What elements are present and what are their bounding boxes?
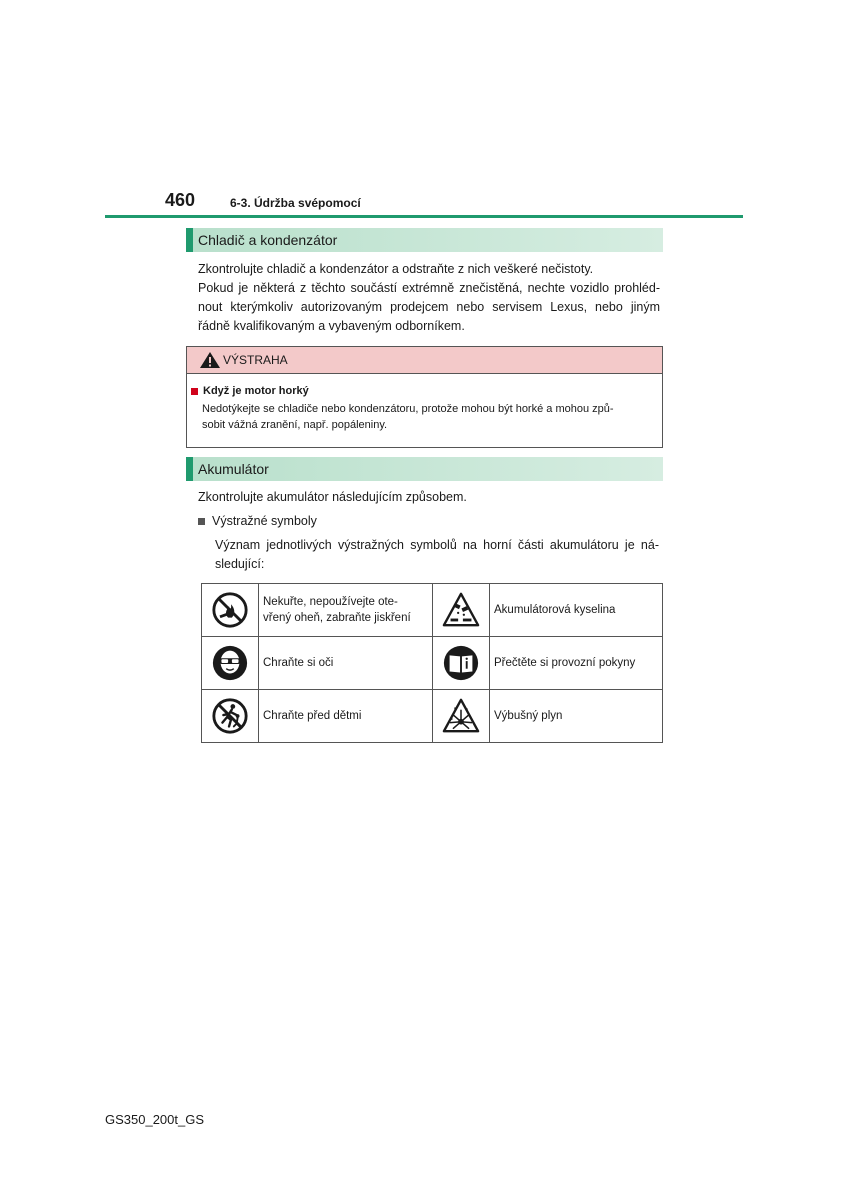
- warning-header: [187, 347, 662, 374]
- text-line: nout kterýmkoliv autorizovaným prodejcem nebo servisem Lexus, nebo jiným: [198, 300, 660, 314]
- section1-text: [198, 260, 660, 336]
- icon-cell: [433, 690, 490, 743]
- warning-triangle-icon: [199, 351, 221, 369]
- acid-icon: [442, 591, 480, 629]
- red-bullet-icon: [191, 388, 198, 395]
- symbol-description: Přečtěte si provozní pokyny: [490, 637, 663, 690]
- warning-label: VÝSTRAHA: [223, 353, 288, 367]
- table-row: [202, 584, 663, 637]
- header-rule: [105, 215, 743, 218]
- icon-cell: [202, 690, 259, 743]
- warning-text: [202, 401, 657, 433]
- chapter-title: 6-3. Údržba svépomocí: [230, 196, 361, 210]
- gray-bullet-icon: [198, 518, 205, 525]
- manual-icon: [442, 644, 480, 682]
- explosive-gas-icon: [442, 697, 480, 735]
- symbol-description: [259, 584, 433, 637]
- section2-subheading: [198, 512, 317, 531]
- text-line: Zkontrolujte chladič a kondenzátor a odstraňte z nich veškeré nečistoty.: [198, 262, 594, 276]
- text-line: Význam jednotlivých výstražných symbolů na horní části akumulátoru je ná-: [215, 538, 659, 552]
- icon-cell: [202, 584, 259, 637]
- warning-item-label: Když je motor horký: [203, 385, 309, 397]
- table-row: [202, 637, 663, 690]
- icon-cell: [433, 637, 490, 690]
- section-header-battery: Akumulátor: [186, 457, 663, 481]
- warning-item-title: [191, 385, 309, 397]
- section-header-radiator: Chladič a kondenzátor: [186, 228, 663, 252]
- text-line: Nedotýkejte se chladiče nebo kondenzátoru, protože mohou být horké a mohou způ-: [202, 403, 614, 415]
- keep-children-away-icon: [211, 697, 249, 735]
- text-line: Nekuřte, nepoužívejte ote-: [263, 596, 398, 608]
- symbol-description: Akumulátorová kyselina: [490, 584, 663, 637]
- eye-protection-icon: [211, 644, 249, 682]
- text-line: řádně kvalifikovaným a vybaveným odborníkem.: [198, 319, 465, 333]
- text-line: sledující:: [215, 557, 265, 571]
- symbol-description: [259, 637, 433, 690]
- footer-model: GS350_200t_GS: [105, 1112, 205, 1127]
- no-fire-icon: [211, 591, 249, 629]
- text-line: sobit vážná zranění, např. popáleniny.: [202, 419, 388, 431]
- symbol-description: [259, 690, 433, 743]
- text-line: Chraňte si oči: [263, 657, 334, 669]
- symbol-description: Výbušný plyn: [490, 690, 663, 743]
- page-number: 460: [165, 190, 196, 210]
- section2-subtext: [215, 536, 659, 574]
- subheading-label: Výstražné symboly: [212, 514, 317, 528]
- text-line: Pokud je některá z těchto součástí extrémně znečistěná, nechte vozidlo prohléd-: [198, 281, 660, 295]
- icon-cell: [433, 584, 490, 637]
- section2-intro: Zkontrolujte akumulátor následujícím způsobem.: [198, 490, 467, 504]
- text-line: vřený oheň, zabraňte jiskření: [263, 612, 411, 624]
- icon-cell: [202, 637, 259, 690]
- table-row: [202, 690, 663, 743]
- warning-box: [186, 346, 663, 448]
- text-line: Chraňte před dětmi: [263, 710, 362, 722]
- symbols-table: [201, 583, 663, 743]
